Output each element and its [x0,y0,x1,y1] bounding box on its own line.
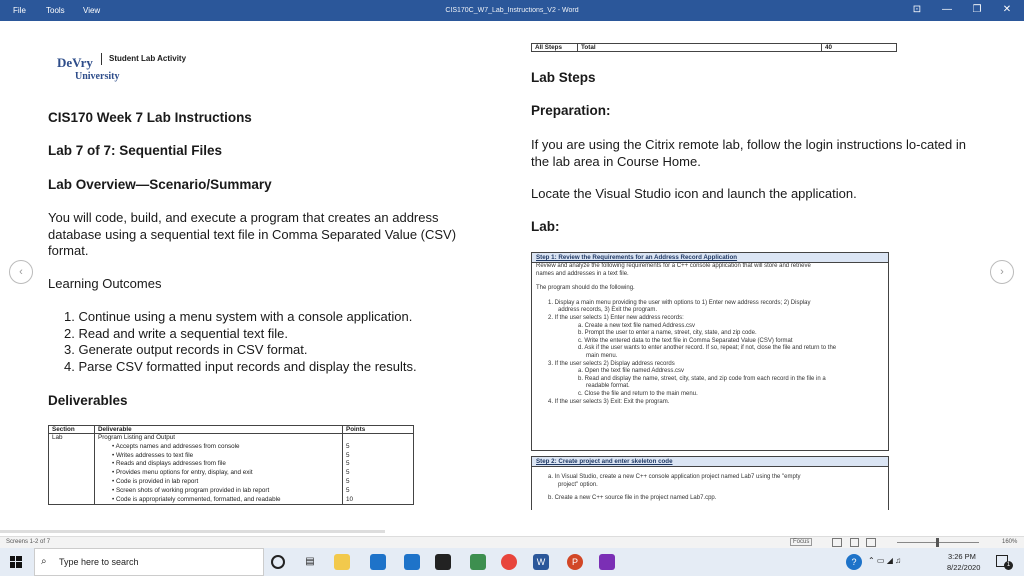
list-item: • Writes addresses to text file [112,451,194,459]
status-bar [0,536,1024,548]
focus-button[interactable]: Focus [790,538,812,546]
lab-steps-heading: Lab Steps [531,70,596,85]
file-explorer-icon[interactable] [334,554,350,570]
zoom-level[interactable]: 160% [1002,539,1018,545]
word-icon[interactable]: W [533,554,549,570]
list-item: project" option. [558,481,598,488]
spacer [536,278,884,285]
taskbar-search-box[interactable] [34,548,264,576]
overview-heading: Lab Overview—Scenario/Summary [48,177,272,192]
table-header-cell: Deliverable [95,426,343,434]
table-row [49,434,414,505]
close-icon[interactable]: ✕ [1002,4,1012,15]
step1-intro: The program should do the following. [536,285,635,292]
search-placeholder: Type here to search [59,557,139,567]
points-cell [343,434,414,505]
search-icon: ⌕ [41,556,47,567]
list-item: c. Close the file and return to the main menu. [578,390,698,397]
deliverables-heading: Deliverables [48,393,128,408]
deliverables-table [48,425,414,505]
menu-file[interactable]: File [13,6,26,15]
list-item: a. In Visual Studio, create a new C++ console application project named Lab7 using the "empty [548,474,801,480]
step1-body [532,263,888,406]
help-icon[interactable]: ? [846,554,862,570]
list-item: 3. If the user selects 2) Display address records [548,360,675,367]
next-screen-button[interactable]: › [990,260,1014,284]
points-value: 5 [346,442,350,450]
section-cell: Lab [49,434,95,505]
screen-count: Screens 1-2 of 7 [6,539,51,545]
points-value: 5 [346,477,350,485]
previous-screen-button[interactable]: ‹ [9,260,33,284]
step2-box [531,456,889,510]
points-value: 5 [346,460,350,468]
list-item: • Reads and displays addresses from file [112,460,226,468]
points-value: 5 [346,451,350,459]
step1-intro: Review and analyze the following requirements for a C++ console application that will store and retrieve [536,263,811,269]
task-view-icon[interactable]: ▤ [305,556,315,567]
read-mode-icon[interactable] [832,538,842,547]
total-label: Total [578,44,822,52]
all-steps-table [531,43,897,52]
devry-logo: DeVry [57,55,93,70]
cortana-icon[interactable] [271,555,285,569]
preparation-heading: Preparation: [531,103,611,118]
title-bar [0,0,1024,21]
web-layout-icon[interactable] [866,538,876,547]
system-tray-icons[interactable]: ⌃ ▭ ◢ ♫ [868,556,902,565]
list-item: b. Read and display the name, street, city, state, and zip code from each record in the file in a [578,375,826,382]
list-item: readable format. [586,383,630,390]
list-item: b. Prompt the user to enter a name, street, city, state, and zip code. [578,330,757,337]
store-icon[interactable] [404,554,420,570]
learning-outcomes-list [64,309,417,375]
clock-date[interactable]: 8/22/2020 [947,563,981,572]
chrome-icon[interactable] [501,554,517,570]
deliverable-list [98,443,339,505]
overview-text: You will code, build, and execute a program that creates an address database using a sequential text file in Comma Separated Value (CSV) format. [48,210,457,258]
notification-badge: 1 [1004,561,1013,570]
list-item: c. Write the entered data to the text file in Comma Separated Value (CSV) format [578,337,793,344]
list-item: a. Open the text file named Address.csv [578,368,685,375]
lab-number-heading: Lab 7 of 7: Sequential Files [48,143,223,158]
list-item: a. Create a new text file named Address.csv [578,322,696,329]
windows-start-icon[interactable] [10,556,22,568]
list-item: • Provides menu options for entry, display, and exit [112,469,253,477]
step2-body [532,467,888,503]
total-value: 40 [822,44,897,52]
zoom-slider-thumb[interactable] [936,538,939,547]
app-icon[interactable] [470,554,486,570]
outcome-item: 1. Continue using a menu system with a console application. [64,309,413,324]
visual-studio-icon[interactable] [599,554,615,570]
doc-title: CIS170 Week 7 Lab Instructions [48,110,252,125]
deliverable-title: Program Listing and Output [98,434,176,441]
window-title: CIS170C_W7_Lab_Instructions_V2 - Word [445,7,579,14]
points-value: 5 [346,486,350,494]
minimize-icon[interactable]: — [942,4,952,15]
powerpoint-icon[interactable]: P [567,554,583,570]
document-area [0,21,1024,526]
lab-heading: Lab: [531,219,560,234]
list-item: 2. If the user selects 1) Enter new address records: [548,314,684,321]
deliverable-cell [95,434,343,505]
list-item: b. Create a new C++ source file in the project named Lab7.cpp. [548,495,717,502]
list-item: address records, 3) Exit the program. [558,307,658,314]
table-header-row [49,426,414,434]
table-header-cell: Points [343,426,414,434]
list-item: main menu. [586,352,618,359]
step1-intro: names and addresses in a text file. [536,270,629,277]
menu-tools[interactable]: Tools [46,6,65,15]
logo-divider [101,53,102,65]
scroll-track[interactable] [0,527,1024,536]
all-steps-label: All Steps [532,44,578,52]
list-item: d. Ask if the user wants to enter another record. If so, repeat; if not, close the file and return to the [578,345,837,352]
list-item: • Screen shots of working program provided in lab report [112,486,270,494]
spacer [536,293,884,300]
list-item: 1. Display a main menu providing the user with options to 1) Enter new address records; 2) Display [548,299,811,306]
terminal-icon[interactable] [435,554,451,570]
step1-box [531,252,889,451]
table-row [532,44,897,52]
outcome-item: 4. Parse CSV formatted input records and display the results. [64,358,417,374]
outcome-item: 2. Read and write a sequential text file. [64,325,289,341]
table-header-cell: Section [49,426,95,434]
list-item: 4. If the user selects 3) Exit: Exit the program. [548,398,670,405]
clock-time[interactable]: 3:26 PM [948,552,976,561]
scroll-thumb[interactable] [0,530,385,533]
points-spacer [346,434,410,443]
step2-title: Step 2: Create project and enter skeleton code [532,457,888,467]
list-item: • Code is provided in lab report [112,477,199,485]
points-value: 5 [346,469,350,477]
focus-mode-icon[interactable]: ⊡ [912,4,922,15]
learning-outcomes-heading: Learning Outcomes [48,276,162,291]
list-item: • Accepts names and addresses from console [112,442,240,450]
taskbar [0,548,1024,576]
devry-university-logo: University [75,71,120,82]
restore-icon[interactable]: ❐ [972,4,982,15]
mail-icon[interactable] [370,554,386,570]
prep-text-citrix: If you are using the Citrix remote lab, follow the login instructions lo-cated in the lab area in Course Home. [531,137,966,169]
step1-title: Step 1: Review the Requirements for an Address Record Application [532,253,888,263]
print-layout-icon[interactable] [850,538,859,547]
points-value: 10 [346,495,354,503]
list-item: • Code is appropriately commented, formatted, and readable [112,495,281,503]
outcome-item: 3. Generate output records in CSV format. [64,342,308,357]
prep-text-visual-studio: Locate the Visual Studio icon and launch the application. [531,186,857,201]
student-lab-activity-label: Student Lab Activity [109,54,187,63]
menu-view[interactable]: View [83,6,101,15]
